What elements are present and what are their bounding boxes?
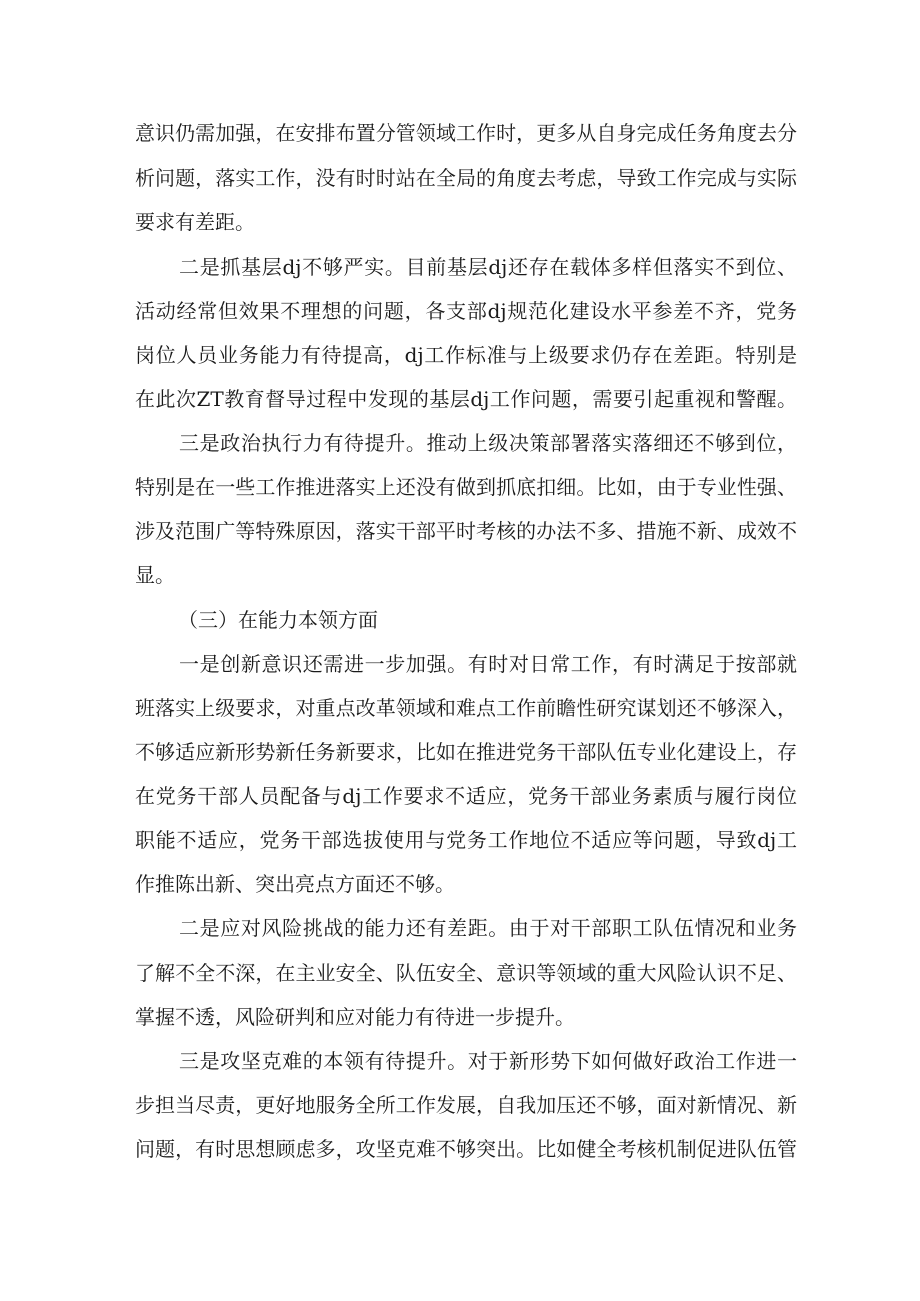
text-line: 涉及范围广等特殊原因，落实干部平时考核的办法不多、措施不新、成效不 <box>135 519 797 543</box>
text-line: 意识仍需加强，在安排布置分管领域工作时，更多从自身完成任务角度去分 <box>135 121 797 145</box>
text-line: 显。 <box>135 563 175 587</box>
text-line: 析问题，落实工作，没有时时站在全局的角度去考虑，导致工作完成与实际 <box>135 166 797 190</box>
text-line: 不够适应新形势新任务新要求，比如在推进党务干部队伍专业化建设上，存 <box>135 740 797 764</box>
paragraph-start-line: 三是政治执行力有待提升。推动上级决策部署落实落细还不够到位， <box>179 431 797 455</box>
text-line: 掌握不透，风险研判和应对能力有待进一步提升。 <box>135 1005 575 1029</box>
text-line: 要求有差距。 <box>135 210 255 234</box>
text-line: 在党务干部人员配备与dj工作要求不适应，党务干部业务素质与履行岗位 <box>135 784 797 808</box>
text-line: 班落实上级要求，对重点改革领域和难点工作前瞻性研究谋划还不够深入， <box>135 696 797 720</box>
text-line: 特别是在一些工作推进落实上还没有做到抓底扣细。比如，由于专业性强、 <box>135 475 797 499</box>
text-line: 职能不适应，党务干部选拔使用与党务工作地位不适应等问题，导致dj工 <box>135 828 797 852</box>
paragraph-start-line: 三是攻坚克难的本领有待提升。对于新形势下如何做好政治工作进一 <box>179 1049 797 1073</box>
text-line: 活动经常但效果不理想的问题，各支部dj规范化建设水平参差不齐，党务 <box>135 299 797 323</box>
section-heading: （三）在能力本领方面 <box>178 608 378 632</box>
paragraph-start-line: 一是创新意识还需进一步加强。有时对日常工作，有时满足于按部就 <box>179 652 797 676</box>
paragraph-start-line: 二是抓基层dj不够严实。目前基层dj还存在载体多样但落实不到位、 <box>179 255 797 279</box>
text-line: 步担当尽责，更好地服务全所工作发展，自我加压还不够，面对新情况、新 <box>135 1093 797 1117</box>
text-line: 了解不全不深，在主业安全、队伍安全、意识等领域的重大风险认识不足、 <box>135 961 797 985</box>
text-line: 岗位人员业务能力有待提高，dj工作标准与上级要求仍存在差距。特别是 <box>135 343 797 367</box>
text-line: 问题，有时思想顾虑多，攻坚克难不够突出。比如健全考核机制促进队伍管 <box>135 1137 797 1161</box>
paragraph-start-line: 二是应对风险挑战的能力还有差距。由于对干部职工队伍情况和业务 <box>179 916 797 940</box>
text-line: 在此次ZT教育督导过程中发现的基层dj工作问题，需要引起重视和警醒。 <box>135 387 797 411</box>
text-line: 作推陈出新、突出亮点方面还不够。 <box>135 872 455 896</box>
